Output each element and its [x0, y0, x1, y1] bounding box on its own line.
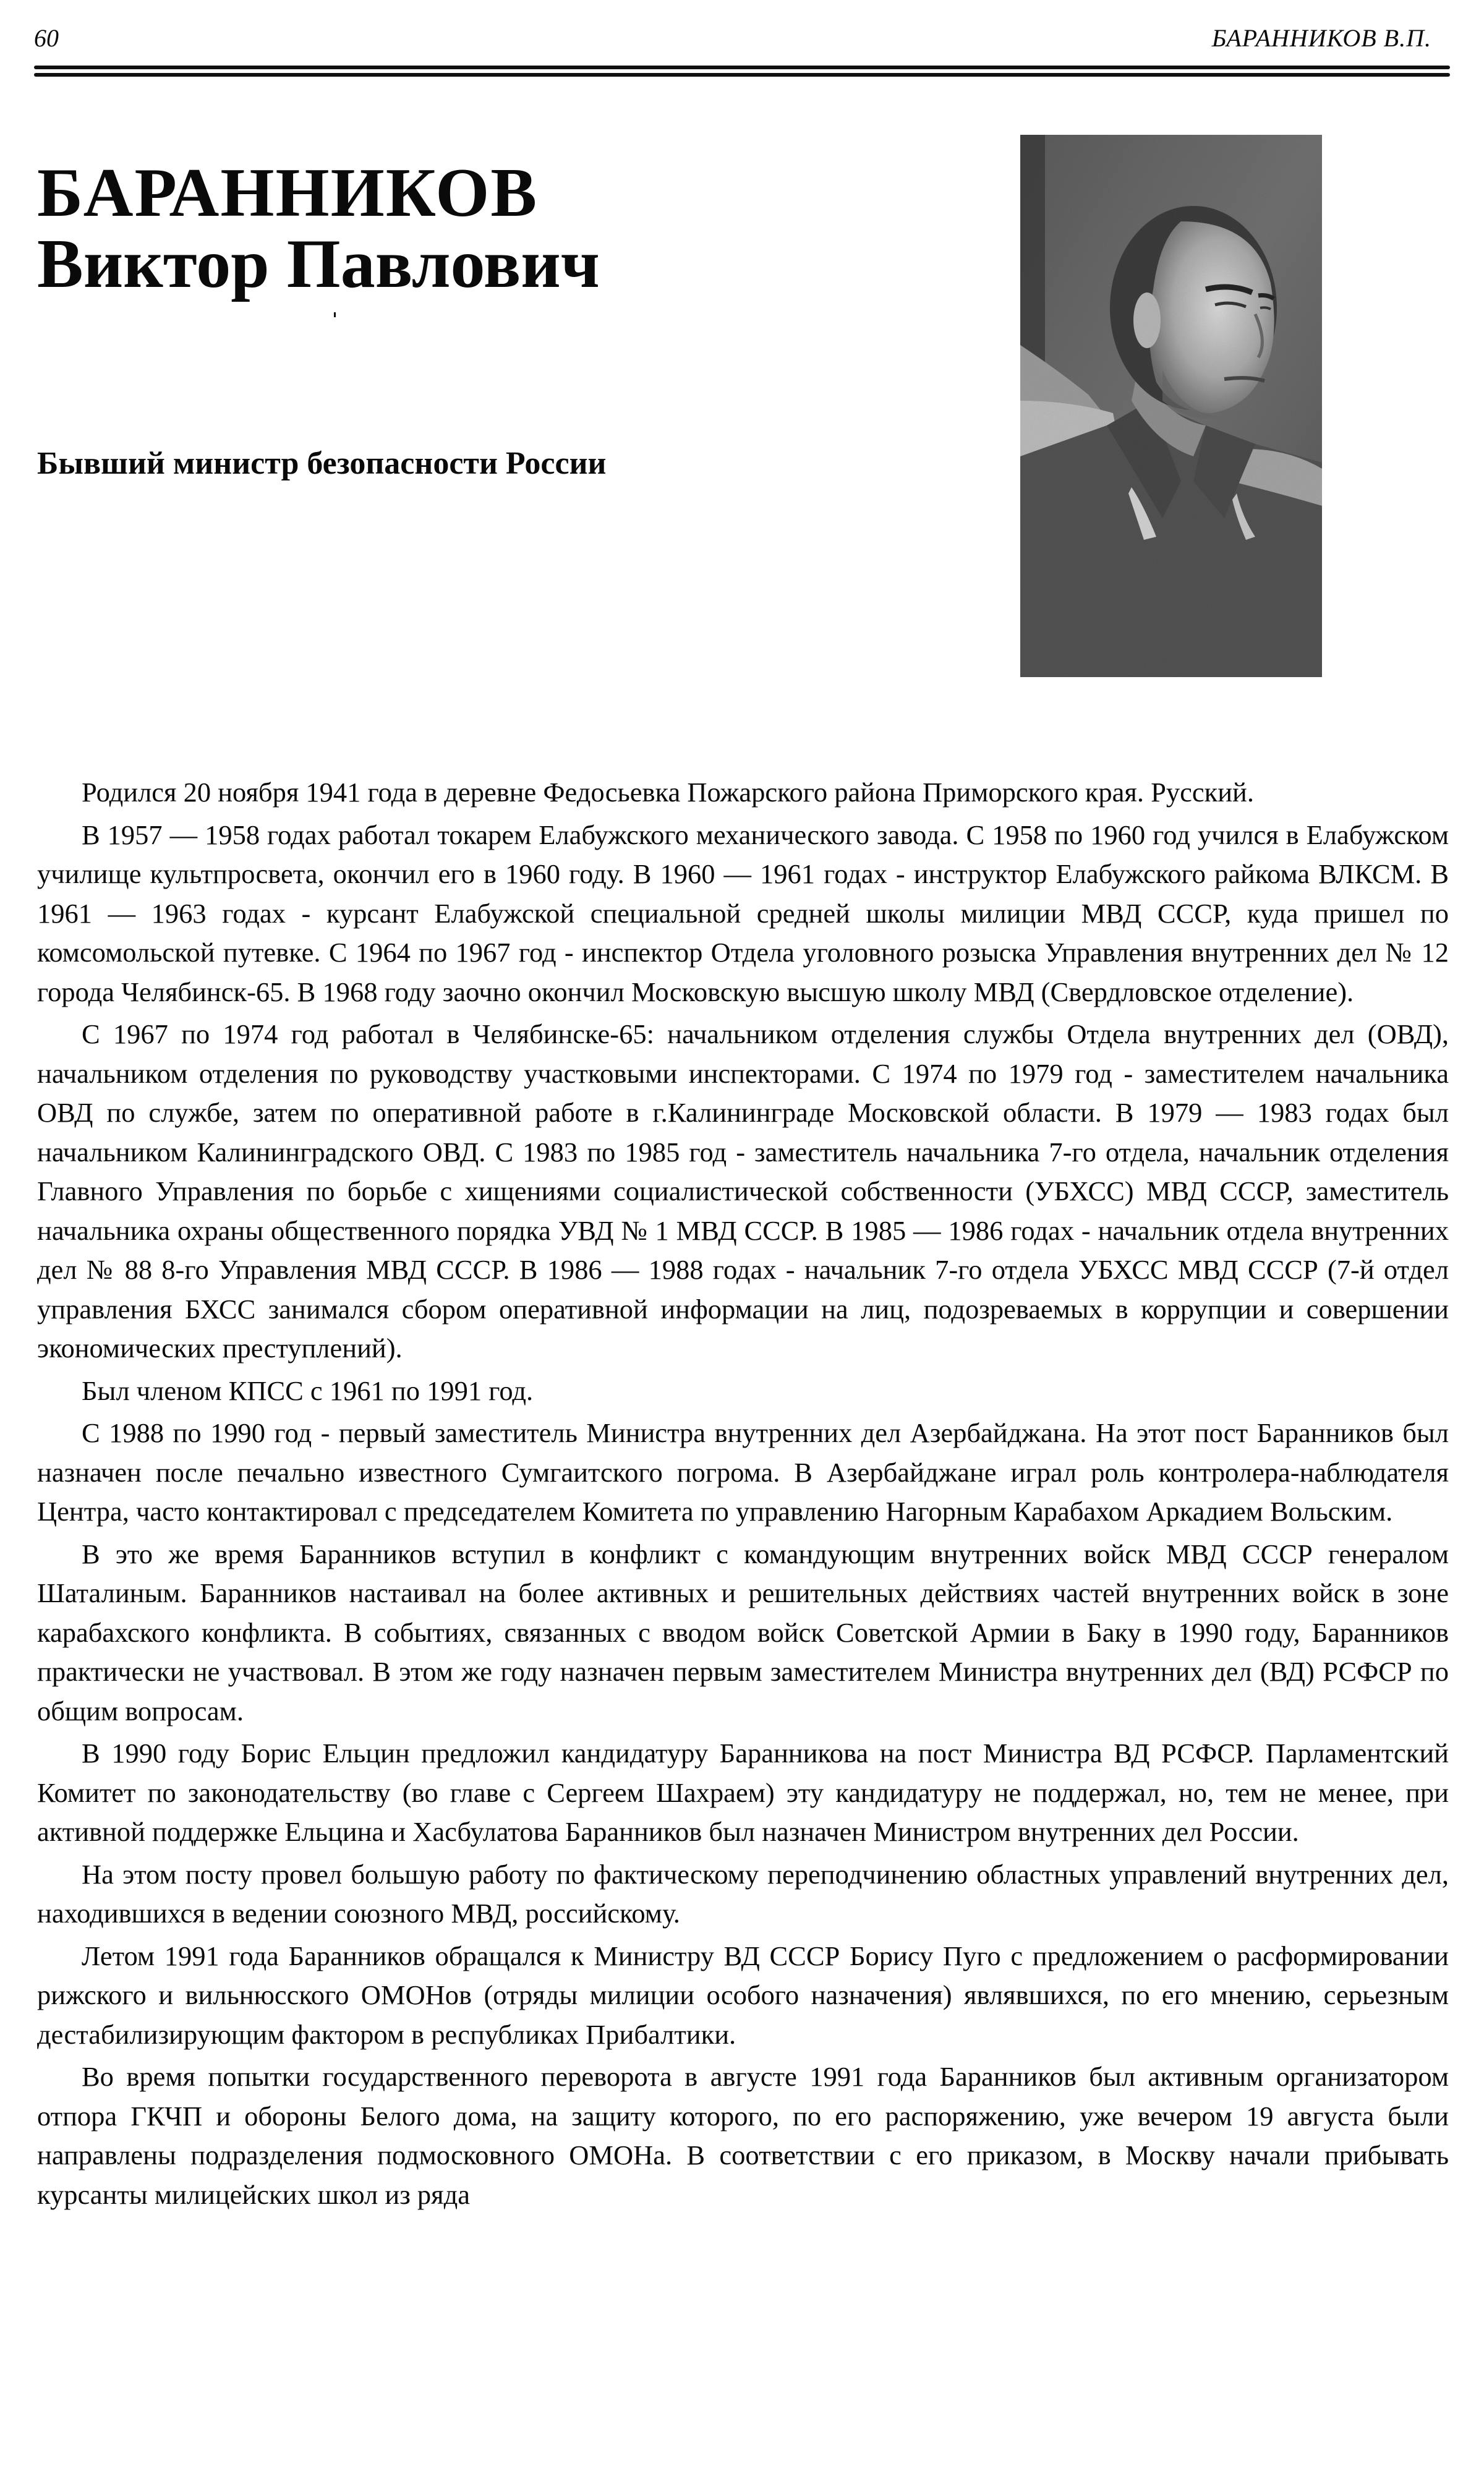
- paragraph: В 1990 году Борис Ельцин предложил кандидатуру Баранникова на пост Министра ВД РСФСР. Парламентский Комитет по законодательству (во главе с Сергеем Шахраем) эту кандидатуру не поддержал, но, тем не менее, при активной поддержке Ельцина и Хасбулатова Баранников был назначен Министром внутренних дел России.: [37, 1738, 1449, 1847]
- portrait-image: [1020, 135, 1322, 677]
- portrait-photo: [1020, 135, 1322, 677]
- biography-text: [37, 773, 1449, 2217]
- paragraph: С 1967 по 1974 год работал в Челябинске-65: начальником отделения службы Отдела внутренних дел (ОВД), начальником отделения по руководству участковыми инспекторами. С 1974 по 1979 год - заместителем начальника ОВД по службе, затем по оперативной работе в г.Калининграде Московской области. В 1979 — 1983 годах был начальником Калининградского ОВД. С 1983 по 1985 год - заместитель начальника 7-го отдела, начальник отделения Главного Управления по борьбе с хищениями социалистической собственности (УБХСС) МВД СССР, заместитель начальника охраны общественного порядка УВД № 1 МВД СССР. В 1985 — 1986 годах - начальник отдела внутренних дел № 88 8-го Управления МВД СССР. В 1986 — 1988 годах - начальник 7-го отдела УБХСС МВД СССР (7-й отдел управления БХСС занимался сбором оперативной информации на лиц, подозреваемых в коррупции и совершении экономических преступлений).: [37, 1018, 1449, 1363]
- running-head: [34, 19, 1450, 56]
- paragraph: Родился 20 ноября 1941 года в деревне Федосьевка Пожарского района Приморского края. Русский.: [82, 777, 1254, 808]
- paragraph: На этом посту провел большую работу по фактическому переподчинению областных управлений внутренних дел, находившихся в ведении союзного МВД, российскому.: [37, 1858, 1449, 1929]
- running-head-title: БАРАННИКОВ В.П.: [1211, 24, 1431, 52]
- paragraph: В это же время Баранников вступил в конфликт с командующим внутренних войск МВД СССР генералом Шаталиным. Баранников настаивал на более активных и решительных действиях частей внутренних войск в зоне карабахского конфликта. В событиях, связанных с вводом войск Советской Армии в Баку в 1990 году, Баранников практически не участвовал. В этом же году назначен первым заместителем Министра внутренних дел (ВД) РСФСР по общим вопросам.: [37, 1538, 1449, 1726]
- given-names-heading: Виктор Павлович: [37, 226, 600, 302]
- print-speck: [334, 312, 336, 317]
- header-rule-top: [34, 66, 1450, 69]
- paragraph: Во время попытки государственного переворота в августе 1991 года Баранников был активным организатором отпора ГКЧП и обороны Белого дома, на защиту которого, по его распоряжению, уже вечером 19 августа были направлены подразделения подмосковного ОМОНа. В соответствии с его приказом, в Москву начали прибывать курсанты милицейских школ из ряда: [37, 2061, 1449, 2210]
- paragraph: С 1988 по 1990 год - первый заместитель Министра внутренних дел Азербайджана. На этот пост Баранников был назначен после печально известного Сумгаитского погрома. В Азербайджане играл роль контролера-наблюдателя Центра, часто контактировал с председателем Комитета по управлению Нагорным Карабахом Аркадием Вольским.: [37, 1417, 1449, 1527]
- subtitle: Бывший министр безопасности России: [37, 446, 607, 481]
- paragraph: В 1957 — 1958 годах работал токарем Елабужского механического завода. С 1958 по 1960 год учился в Елабужском училище культпросвета, окончил его в 1960 году. В 1960 — 1961 годах - инструктор Елабужского райкома ВЛКСМ. В 1961 — 1963 годах - курсант Елабужской специальной средней школы милиции МВД СССР, куда пришел по комсомольской путевке. С 1964 по 1967 год - инспектор Отдела уголовного розыска Управления внутренних дел № 12 города Челябинск-65. В 1968 году заочно окончил Московскую высшую школу МВД (Свердловское отделение).: [37, 819, 1449, 1007]
- title-block: [37, 155, 965, 302]
- page-number: 60: [34, 24, 59, 52]
- header-rule-bottom: [34, 73, 1450, 77]
- paragraph: Был членом КПСС с 1961 по 1991 год.: [82, 1375, 534, 1406]
- surname-heading: БАРАННИКОВ: [37, 155, 539, 231]
- paragraph: Летом 1991 года Баранников обращался к Министру ВД СССР Борису Пуго с предложением о расформировании рижского и вильнюсского ОМОНов (отряды милиции особого назначения) являвшихся, по его мнению, серьезным дестабилизирующим фактором в республиках Прибалтики.: [37, 1940, 1449, 2050]
